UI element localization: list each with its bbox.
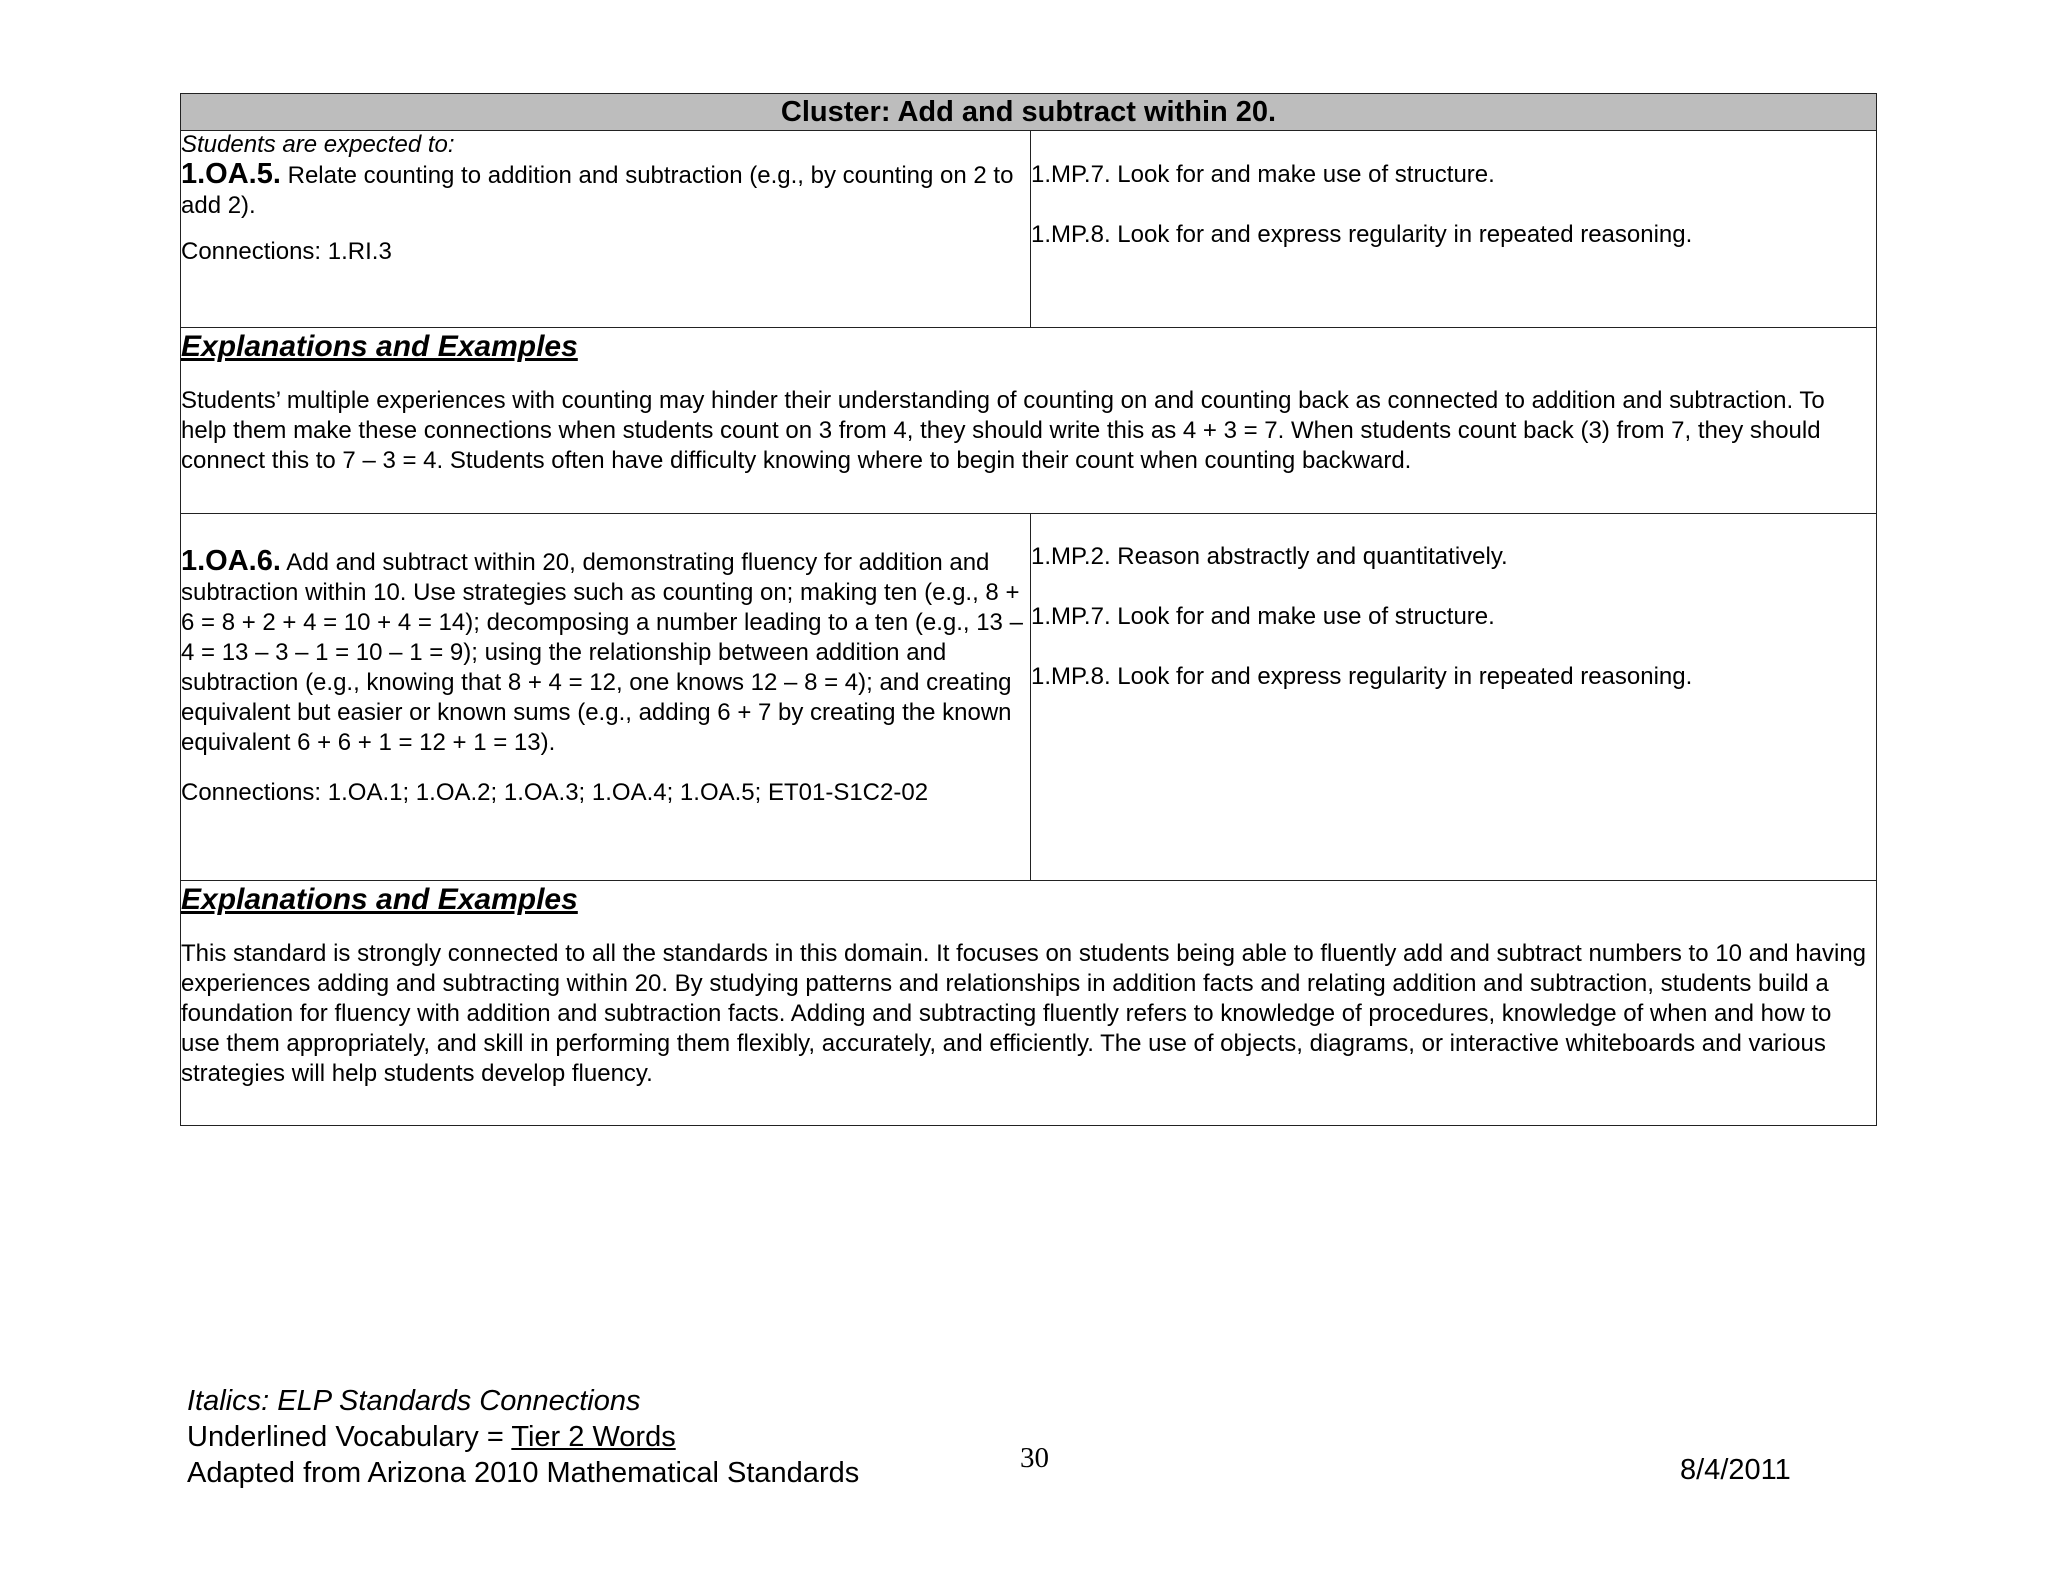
standard-1oa6-cell (181, 514, 1031, 881)
cluster-title: Cluster: Add and subtract within 20. (181, 94, 1877, 131)
standard-code: 1.OA.5. (181, 158, 281, 190)
explanation-text: Students’ multiple experiences with counting may hinder their understanding of counting on and counting back as connected to addition and subtraction. To help them make these connections when students count on 3 from 4, they should write this as 4 + 3 = 7. When students count back (3) from 7, they should connect this to 7 – 3 = 4. Students often have difficulty knowing where to begin their count when counting backward. (181, 387, 1825, 474)
practices-cell-2 (1031, 514, 1877, 881)
connections-text: Connections: 1.OA.1; 1.OA.2; 1.OA.3; 1.OA.4; 1.OA.5; ET01-S1C2-02 (181, 779, 929, 806)
practices-cell-1 (1031, 131, 1877, 328)
standard-1oa5 (181, 159, 1030, 221)
practice-item: 1.MP.8. Look for and express regularity in repeated reasoning. (1031, 663, 1693, 690)
page-number: 30 (1020, 1442, 1049, 1474)
explanation-cell-2 (181, 881, 1877, 1126)
explanation-cell-1 (181, 328, 1877, 514)
standard-code: 1.OA.6. (181, 545, 281, 577)
intro-text: Students are expected to: (181, 131, 455, 158)
explanation-text: This standard is strongly connected to all the standards in this domain. It focuses on students being able to fluently add and subtract numbers to 10 and having experiences adding and subtracting within 20. By studying patterns and relationships in addition facts and relating addition and subtraction, students build a foundation for fluency with addition and subtraction facts. Adding and subtracting fluently refers to knowledge of procedures, knowledge of when and how to use them appropriately, and skill in performing them flexibly, accurately, and efficiently. The use of objects, diagrams, or interactive whiteboards and various strategies will help students develop fluency. (181, 940, 1867, 1087)
practice-item: 1.MP.7. Look for and make use of structure. (1031, 603, 1495, 630)
standard-text: Add and subtract within 20, demonstrating fluency for addition and subtraction within 10. Use strategies such as counting on; making ten (e.g., 8 + 6 = 8 + 2 + 4 = 10 + 4 = 14); decomposing a number leading to a ten (e.g., 13 – 4 = 13 – 3 – 1 = 10 – 1 = 9); using the relationship between addition and subtraction (e.g., knowing that 8 + 4 = 12, one knows 12 – 8 = 4); and creating equivalent but easier or known sums (e.g., adding 6 + 7 by creating the known equivalent 6 + 6 + 1 = 12 + 1 = 13). (181, 549, 1023, 756)
connections-text: Connections: 1.RI.3 (181, 238, 392, 265)
practice-item: 1.MP.7. Look for and make use of structure. (1031, 161, 1495, 188)
practice-item: 1.MP.8. Look for and express regularity in repeated reasoning. (1031, 221, 1693, 248)
footer-date: 8/4/2011 (1680, 1454, 1791, 1486)
tier2-words: Tier 2 Words (511, 1421, 676, 1453)
standard-1oa5-cell (181, 131, 1031, 328)
underlined-note (187, 1419, 859, 1455)
standards-table (180, 93, 1877, 1126)
adapted-note: Adapted from Arizona 2010 Mathematical Standards (187, 1457, 860, 1489)
explanations-heading: Explanations and Examples (181, 883, 578, 916)
practice-item: 1.MP.2. Reason abstractly and quantitatively. (1031, 543, 1508, 570)
footer-notes (187, 1383, 859, 1491)
standard-text: Relate counting to addition and subtraction (e.g., by counting on 2 to add 2). (181, 162, 1014, 219)
explanations-heading: Explanations and Examples (181, 330, 578, 363)
standard-1oa6 (181, 546, 1030, 758)
underlined-prefix: Underlined Vocabulary = (187, 1421, 512, 1453)
italics-note: Italics: ELP Standards Connections (187, 1385, 641, 1417)
